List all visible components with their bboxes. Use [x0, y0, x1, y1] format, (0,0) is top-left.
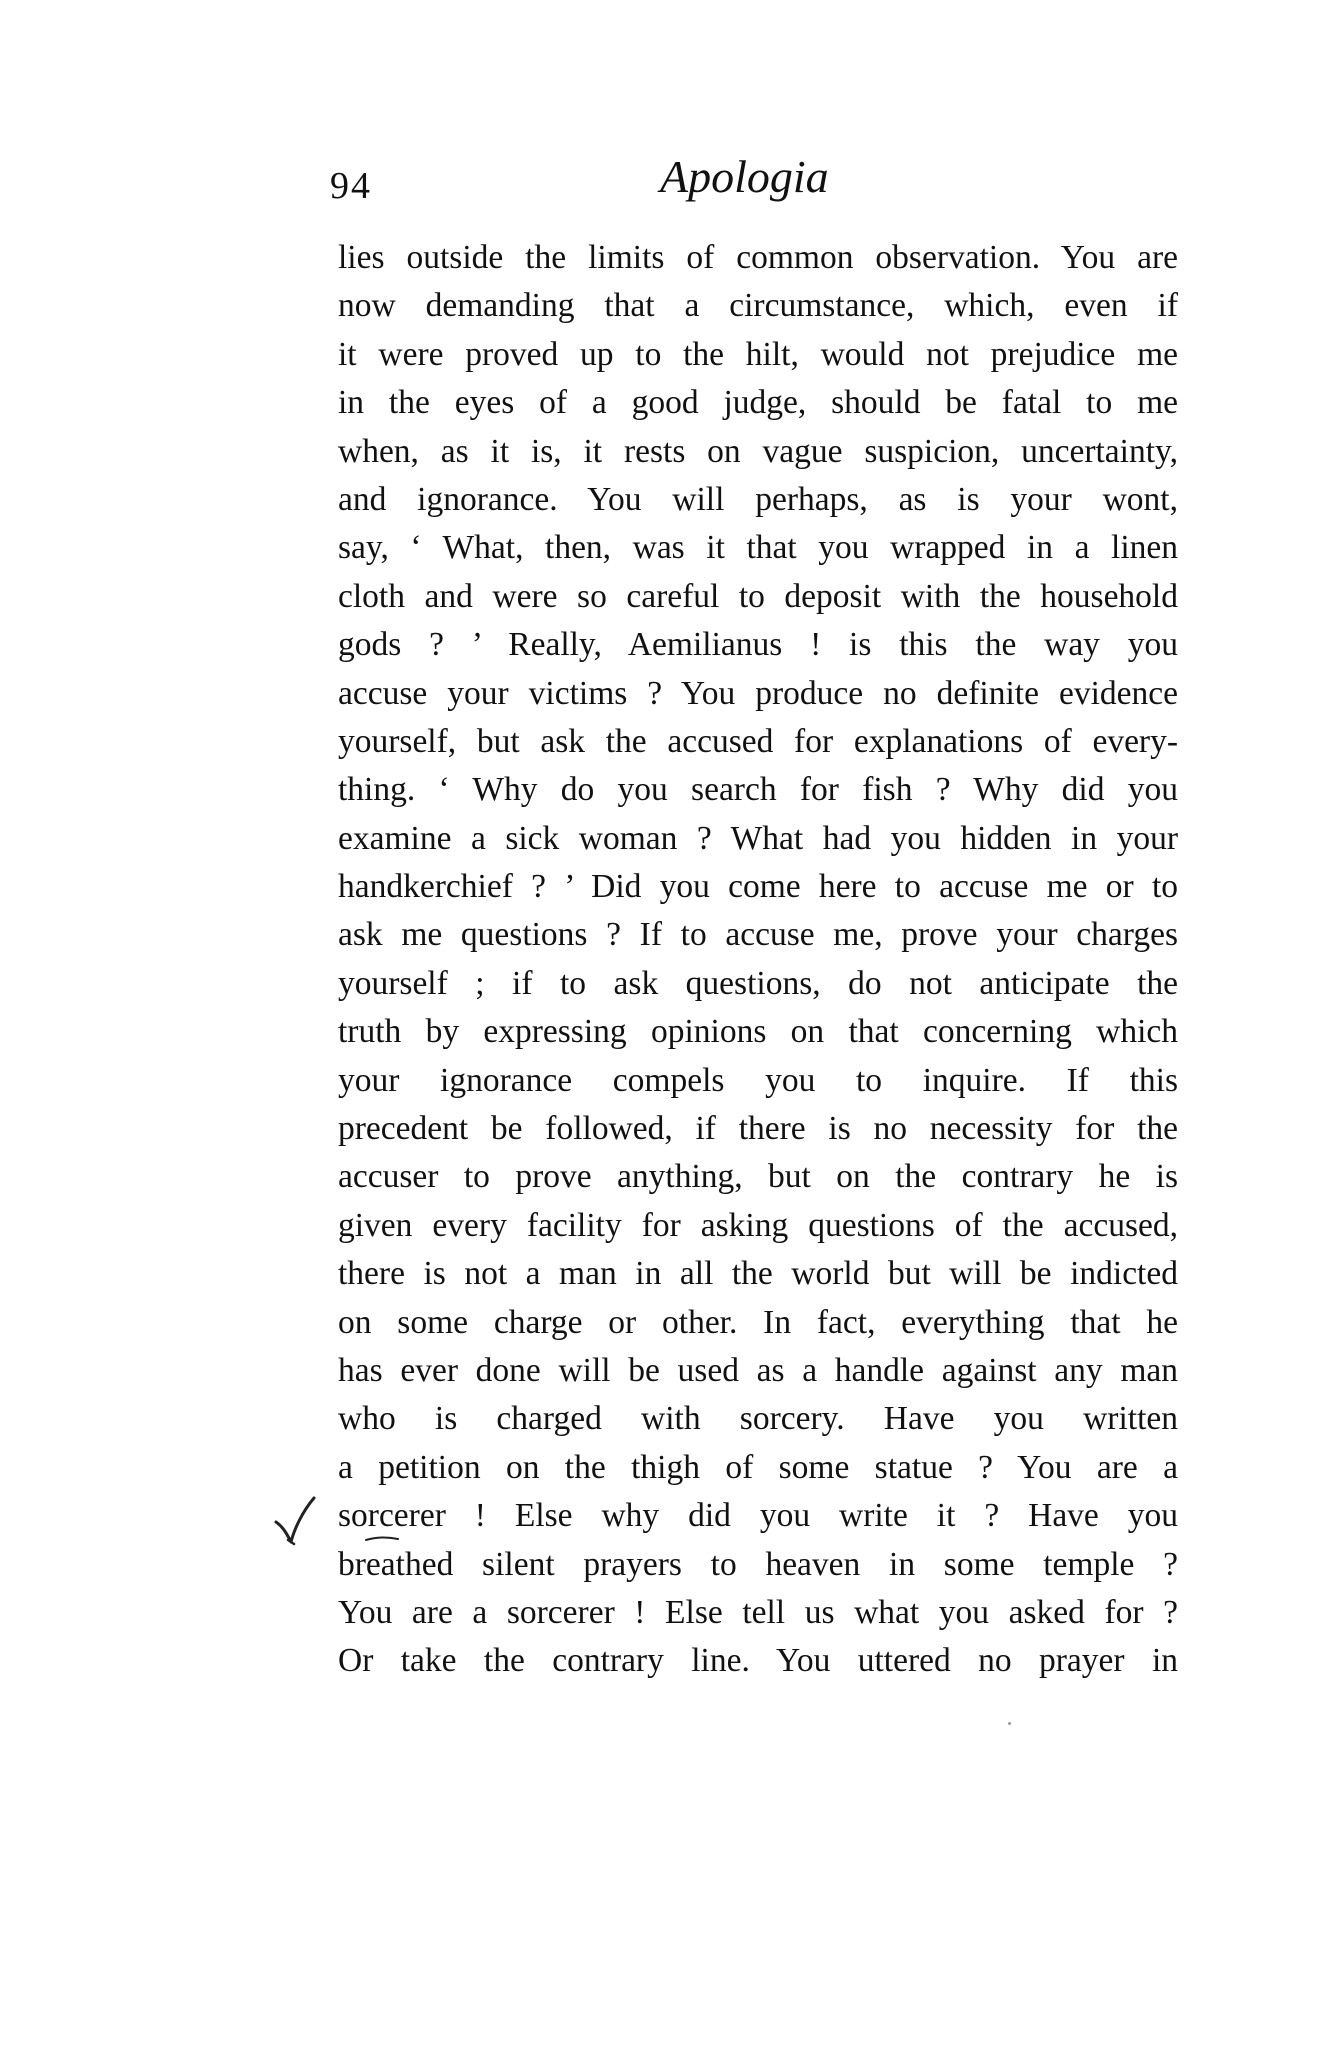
text-line: a petition on the thigh of some statue ? You are a	[338, 1448, 1178, 1486]
text-line: say, ‘ What, then, was it that you wrapped in a linen	[338, 529, 1178, 567]
text-line: when, as it is, it rests on vague suspicion, uncertainty,	[338, 432, 1178, 470]
running-title: Apologia	[660, 151, 829, 202]
text-line: Or take the contrary line. You uttered no prayer in	[338, 1642, 1178, 1680]
text-line: sorcerer ! Else why did you write it ? Have you	[338, 1497, 1178, 1535]
body-text	[338, 234, 1178, 1686]
handwritten-underline-mark-icon	[364, 1536, 400, 1542]
text-line: lies outside the limits of common observation. You are	[338, 239, 1178, 276]
text-line: yourself ; if to ask questions, do not anticipate the	[338, 964, 1178, 1002]
text-line: has ever done will be used as a handle against any man	[338, 1351, 1178, 1389]
text-line: in the eyes of a good judge, should be fatal to me	[338, 384, 1178, 422]
text-line: ask me questions ? If to accuse me, prove your charges	[338, 916, 1178, 954]
text-line: yourself, but ask the accused for explanations of every-	[338, 722, 1178, 760]
running-head	[330, 150, 1190, 210]
text-line: breathed silent prayers to heaven in some temple ?	[338, 1545, 1178, 1583]
text-line: and ignorance. You will perhaps, as is your wont,	[338, 480, 1178, 518]
text-line: your ignorance compels you to inquire. If this	[338, 1061, 1178, 1099]
text-line: accuser to prove anything, but on the contrary he is	[338, 1158, 1178, 1196]
text-line: it were proved up to the hilt, would not prejudice me	[338, 335, 1178, 373]
text-line: thing. ‘ Why do you search for fish ? Why did you	[338, 771, 1178, 809]
text-line: accuse your victims ? You produce no definite evidence	[338, 674, 1178, 712]
text-line: truth by expressing opinions on that concerning which	[338, 1013, 1178, 1051]
text-line: examine a sick woman ? What had you hidden in your	[338, 819, 1178, 857]
page-number: 94	[330, 165, 372, 207]
text-line: who is charged with sorcery. Have you written	[338, 1400, 1178, 1438]
text-line: there is not a man in all the world but will be indicted	[338, 1255, 1178, 1293]
text-line: You are a sorcerer ! Else tell us what you asked for ?	[338, 1593, 1178, 1631]
text-line: cloth and were so careful to deposit with the household	[338, 577, 1178, 615]
text-line: given every facility for asking questions of the accused,	[338, 1206, 1178, 1244]
text-line: now demanding that a circumstance, which, even if	[338, 287, 1178, 325]
text-line: on some charge or other. In fact, everything that he	[338, 1303, 1178, 1341]
handwritten-check-mark-icon	[274, 1494, 320, 1546]
text-line: precedent be followed, if there is no necessity for the	[338, 1110, 1178, 1148]
text-line: gods ? ’ Really, Aemilianus ! is this the way you	[338, 626, 1178, 664]
page-speck	[1008, 1722, 1011, 1725]
text-line: handkerchief ? ’ Did you come here to accuse me or to	[338, 868, 1178, 906]
